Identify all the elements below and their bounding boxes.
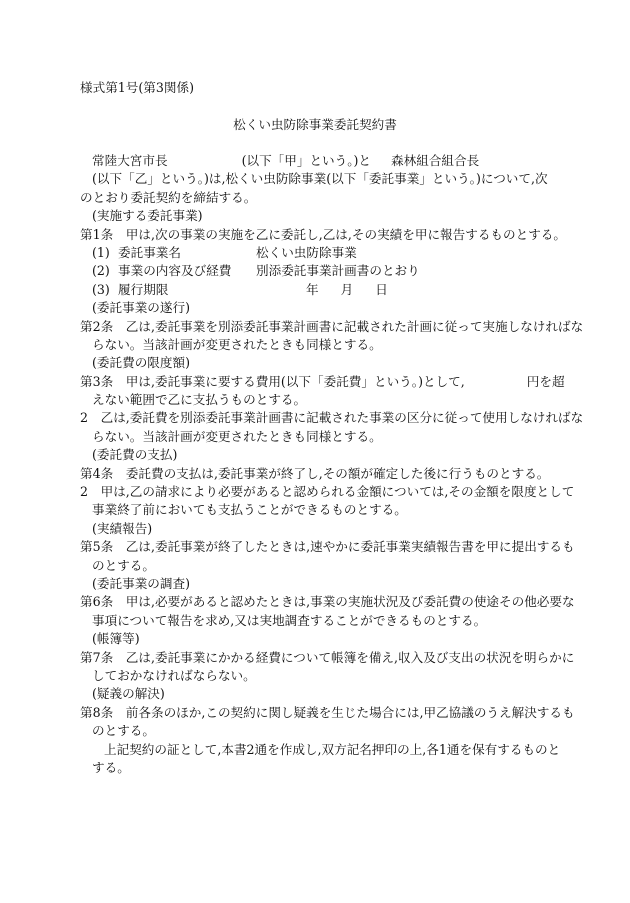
article-3-heading: (委託費の限度額) bbox=[92, 355, 190, 371]
article-6-line-1: 第6条 甲は,必要があると認めたときは,事業の実施状況及び委託費の使途その他必要な bbox=[80, 594, 575, 610]
article-8-heading: (疑義の解決) bbox=[92, 686, 165, 702]
parties-line-1 bbox=[80, 152, 554, 170]
contract-body bbox=[80, 152, 584, 777]
article-5-line-2: のとする。 bbox=[92, 557, 155, 573]
item-label: 委託事業名 bbox=[118, 244, 181, 260]
deadline-day: 日 bbox=[375, 281, 388, 297]
article-1-text: 第1条 甲は,次の事業の実施を乙に委託し,乙は,その実績を甲に報告するものとする。 bbox=[80, 226, 566, 242]
article-5-line-1: 第5条 乙は,委託事業が終了したときは,速やかに委託事業実績報告書を甲に提出するも bbox=[80, 539, 575, 555]
closing-line-1: 上記契約の証として,本書2通を作成し,双方記名押印の上,各1通を保有するものと bbox=[104, 741, 561, 757]
item-value: 別添委託事業計画書のとおり bbox=[256, 263, 420, 279]
article-3-line-1 bbox=[80, 373, 565, 391]
form-number: 様式第1号(第3関係) bbox=[80, 80, 195, 95]
party-b-name: 森林組合組合長 bbox=[391, 153, 480, 168]
party-a-name: 常陸大宮市長 bbox=[92, 153, 168, 168]
article-7-heading: (帳簿等) bbox=[92, 631, 140, 647]
article-1-item-1 bbox=[80, 244, 554, 262]
article-7-line-1: 第7条 乙は,委託事業にかかる経費について帳簿を備え,収入及び支出の状況を明らかに bbox=[80, 649, 575, 665]
article-3-para-2-line-2: らない。当該計画が変更されたときも同様とする。 bbox=[92, 428, 382, 444]
article-3-line-2: えない範囲で乙に支払うものとする。 bbox=[92, 392, 307, 408]
article-1-item-3 bbox=[80, 281, 554, 299]
closing-line-2: する。 bbox=[92, 759, 130, 775]
article-1-heading: (実施する委託事業) bbox=[92, 208, 203, 224]
item-number: (3) bbox=[92, 281, 110, 297]
deadline-month: 月 bbox=[340, 281, 354, 297]
deadline-year: 年 bbox=[306, 281, 319, 297]
document-title: 松くい虫防除事業委託契約書 bbox=[233, 117, 397, 132]
article-3-para-2-line-1: 2 乙は,委託費を別添委託事業計画書に記載された事業の区分に従って使用しなければな bbox=[80, 410, 584, 426]
article-4-line-1: 第4条 委託費の支払は,委託事業が終了し,その額が確定した後に行うものとする。 bbox=[80, 465, 550, 481]
party-a-alias: (以下「甲」という。)と bbox=[241, 153, 372, 168]
item-value: 松くい虫防除事業 bbox=[256, 244, 357, 260]
article-4-para-2-line-1: 2 甲は,乙の請求により必要があると認められる金額については,その金額を限度として bbox=[80, 484, 575, 500]
article-1-item-2 bbox=[80, 262, 554, 280]
article-5-heading: (実績報告) bbox=[92, 520, 153, 536]
article-2-line-1: 第2条 乙は,委託事業を別添委託事業計画書に記載された計画に従って実施しなければな bbox=[80, 318, 584, 334]
article-4-para-2-line-2: 事業終了前においても支払うことができるものとする。 bbox=[92, 502, 407, 518]
item-number: (2) bbox=[92, 263, 110, 279]
article-6-heading: (委託事業の調査) bbox=[92, 575, 190, 591]
item-label: 事業の内容及び経費 bbox=[118, 263, 232, 279]
article-2-line-2: らない。当該計画が変更されたときも同様とする。 bbox=[92, 336, 382, 352]
article-2-heading: (委託事業の遂行) bbox=[92, 300, 190, 316]
article-3-yen-text: 円を超 bbox=[526, 373, 565, 389]
article-8-line-2: のとする。 bbox=[92, 723, 155, 739]
item-label: 履行期限 bbox=[118, 281, 169, 297]
article-3-text: 第3条 甲は,委託事業に要する費用(以下「委託費」という。)として, bbox=[80, 373, 465, 389]
article-6-line-2: 事項について報告を求め,又は実地調査することができるものとする。 bbox=[92, 612, 487, 628]
parties-line-2: (以下「乙」という。)は,松くい虫防除事業(以下「委託事業」という。)について,次 bbox=[92, 171, 548, 187]
article-8-line-1: 第8条 前各条のほか,この契約に関し疑義を生じた場合には,甲乙協議のうえ解決するも bbox=[80, 704, 575, 720]
parties-line-3: のとおり委託契約を締結する。 bbox=[80, 189, 257, 205]
article-4-heading: (委託費の支払) bbox=[92, 447, 178, 463]
article-7-line-2: しておかなければならない。 bbox=[92, 667, 256, 683]
item-number: (1) bbox=[92, 244, 110, 260]
